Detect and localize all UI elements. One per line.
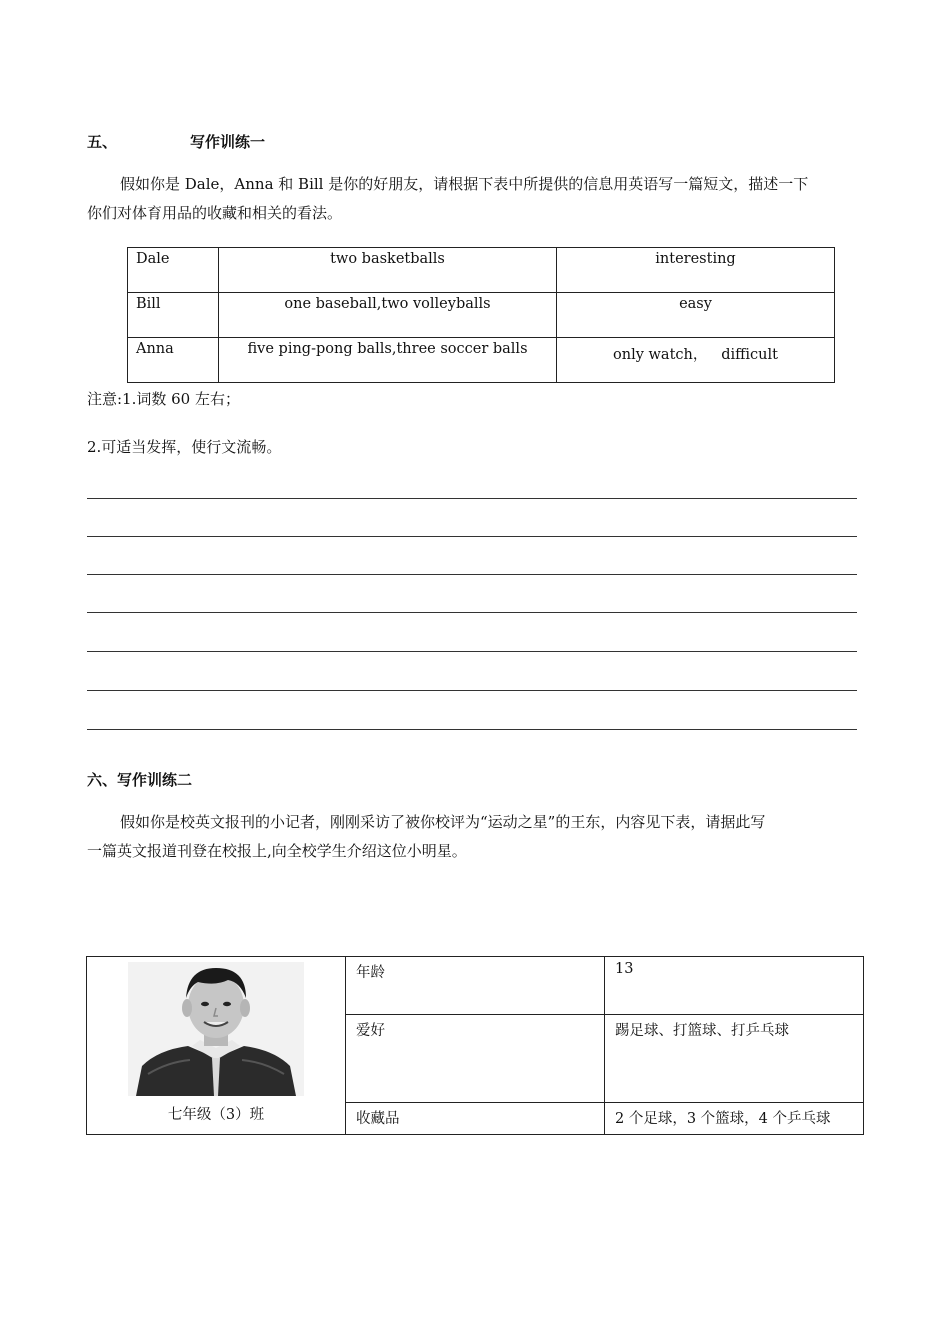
table-cell-opinion: easy: [557, 293, 835, 338]
table-cell-opinion: only watch， difficult: [557, 338, 835, 383]
answer-line[interactable]: [87, 690, 857, 691]
section5-prompt-line1: 假如你是 Dale，Anna 和 Bill 是你的好朋友，请根据下表中所提供的信息用英语写一篇短文，描述一下: [120, 175, 809, 193]
section6-title: 六、写作训练二: [87, 771, 193, 789]
answer-line[interactable]: [87, 729, 857, 730]
answer-line[interactable]: [87, 498, 857, 499]
label-age: 年龄: [346, 957, 605, 1015]
table-row: [87, 957, 864, 1015]
class-caption: 七年级（3）班: [167, 1107, 265, 1123]
answer-line[interactable]: [87, 612, 857, 613]
table-cell-opinion: interesting: [557, 248, 835, 293]
photo-cell: [87, 957, 346, 1135]
section6-prompt-line2: 一篇英文报道刊登在校报上,向全校学生介绍这位小明星。: [87, 842, 467, 860]
section5-prompt-line2: 你们对体育用品的收藏和相关的看法。: [87, 204, 343, 222]
student-photo: [128, 962, 304, 1096]
student-info-table: [86, 956, 864, 1135]
table-row: [128, 338, 835, 383]
table-row: [128, 293, 835, 338]
note-word-count: 注意:1.词数 60 左右；: [87, 390, 240, 408]
answer-line[interactable]: [87, 651, 857, 652]
answer-line[interactable]: [87, 536, 857, 537]
label-collection: 收藏品: [346, 1103, 605, 1135]
note-fluency: 2.可适当发挥，使行文流畅。: [87, 438, 282, 456]
table-cell-items: two basketballs: [219, 248, 557, 293]
value-age: 13: [605, 957, 864, 1015]
label-hobby: 爱好: [346, 1015, 605, 1103]
table-cell-items: five ping-pong balls,three soccer balls: [219, 338, 557, 383]
table-row: [128, 248, 835, 293]
value-collection: 2 个足球，3 个篮球，4 个乒乓球: [605, 1103, 864, 1135]
section5-title: 写作训练一: [190, 133, 266, 151]
table-cell-name: Bill: [128, 293, 219, 338]
section6-prompt-line1: 假如你是校英文报刊的小记者，刚刚采访了被你校评为“运动之星”的王东，内容见下表，请据此写: [120, 813, 766, 831]
table-cell-name: Dale: [128, 248, 219, 293]
table-cell-items: one baseball,two volleyballs: [219, 293, 557, 338]
collection-table: [127, 247, 835, 383]
section5-number: 五、: [87, 133, 118, 151]
value-hobby: 踢足球、打篮球、打乒乓球: [605, 1015, 864, 1103]
table-cell-name: Anna: [128, 338, 219, 383]
answer-line[interactable]: [87, 574, 857, 575]
